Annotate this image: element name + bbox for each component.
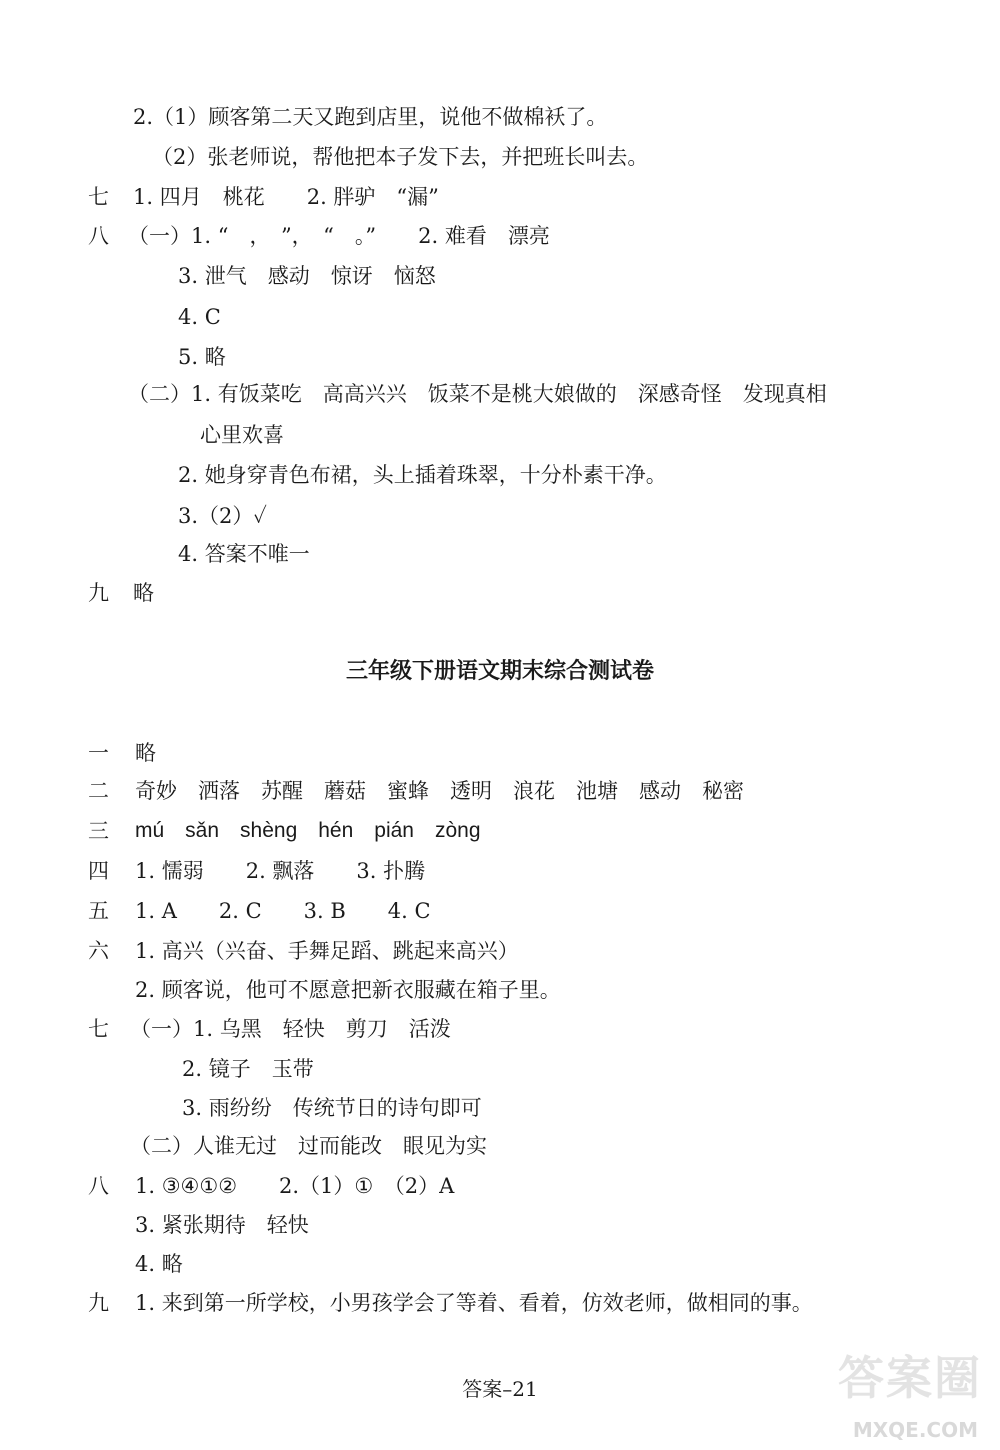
q3-answer: mú sǎn shèng hén pián zòng [135,819,481,842]
prev-q8-part1-answer-1: （一）1. “ ， ”， “ 。” 2. 难看 漂亮 [128,224,550,248]
prev-q7-answer: 1. 四月 桃花 2. 胖驴 “漏” [133,185,439,209]
q7-number: 七 [88,1017,109,1041]
prev-q8-part2-answer-4: 4. 答案不唯一 [178,542,310,566]
prev-q7-number: 七 [88,185,109,209]
q6-answer-2: 2. 顾客说，他可不愿意把新衣服藏在箱子里。 [135,978,561,1002]
prev-q9-answer: 略 [133,581,154,605]
q1-number: 一 [88,741,109,765]
q8-answer-3: 3. 紧张期待 轻快 [135,1213,309,1237]
prev-q8-part1-answer-4: 4. C [178,305,221,329]
q7-part1-answer-1: （一）1. 乌黑 轻快 剪刀 活泼 [130,1017,451,1041]
prev-q8-part2-answer-1: （二）1. 有饭菜吃 高高兴兴 饭菜不是桃大娘做的 深感奇怪 发现真相 [128,382,827,406]
q4-answer: 1. 懦弱 2. 飘落 3. 扑腾 [135,859,426,883]
exam-title: 三年级下册语文期末综合测试卷 [345,659,654,684]
q4-number: 四 [88,859,109,883]
q6-number: 六 [88,939,109,963]
q6-answer-1: 1. 高兴（兴奋、手舞足蹈、跳起来高兴） [135,939,519,963]
watermark-site-text: MXQE.COM [852,1418,978,1442]
prev-q2-answer-2: （2）张老师说，帮他把本子发下去，并把班长叫去。 [152,145,649,169]
prev-q2-answer-1: 2.（1）顾客第二天又跑到店里，说他不做棉袄了。 [133,105,608,129]
q8-number: 八 [88,1174,109,1198]
q7-part1-answer-2: 2. 镜子 玉带 [182,1057,314,1081]
q3-number: 三 [88,819,109,843]
prev-q8-part1-answer-3: 3. 泄气 感动 惊讶 恼怒 [178,264,436,288]
q2-answer: 奇妙 洒落 苏醒 蘑菇 蜜蜂 透明 浪花 池塘 感动 秘密 [135,779,744,803]
page-number: 答案–21 [462,1377,538,1401]
prev-q8-number: 八 [88,224,109,248]
q9-number: 九 [88,1291,109,1315]
q7-part1-answer-3: 3. 雨纷纷 传统节日的诗句即可 [182,1096,482,1120]
q9-answer-1: 1. 来到第一所学校，小男孩学会了等着、看着，仿效老师，做相同的事。 [135,1291,813,1315]
prev-q8-part2-answer-3: 3.（2）✓ [178,504,267,528]
watermark-logo [832,1352,982,1442]
q8-answer-4: 4. 略 [135,1252,183,1276]
watermark-logo-text: 答案圈 [838,1351,982,1405]
q1-answer: 略 [135,741,156,765]
q2-number: 二 [88,779,109,803]
q5-answer: 1. A 2. C 3. B 4. C [135,899,431,923]
q8-answer-1: 1. ③④①② 2.（1）① （2）A [135,1174,455,1198]
q7-part2-answer: （二）人谁无过 过而能改 眼见为实 [130,1134,487,1158]
q5-number: 五 [88,899,109,923]
prev-q8-part1-answer-5: 5. 略 [178,345,226,369]
prev-q8-part2-answer-1b: 心里欢喜 [200,423,284,447]
prev-q9-number: 九 [88,581,109,605]
prev-q8-part2-answer-2: 2. 她身穿青色布裙，头上插着珠翠，十分朴素干净。 [178,463,667,487]
